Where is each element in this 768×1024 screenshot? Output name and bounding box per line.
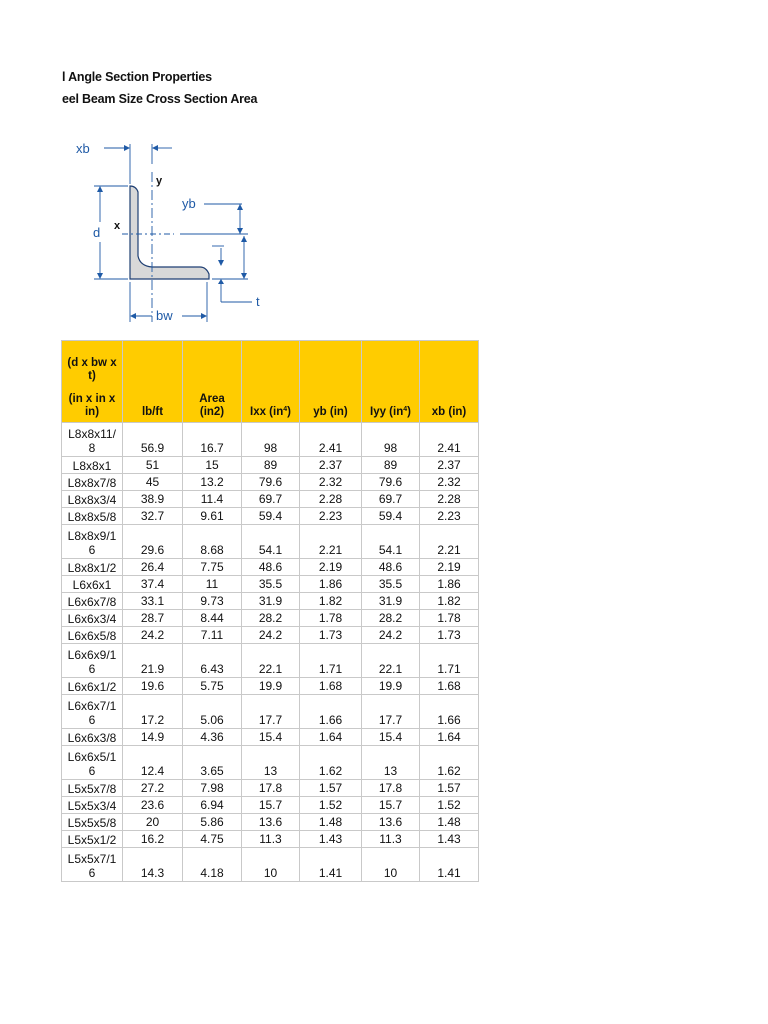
table-cell: 2.28 — [420, 491, 479, 508]
cell-designation: L8x8x1/2 — [62, 559, 123, 576]
cell-designation: L5x5x1/2 — [62, 831, 123, 848]
table-cell: 89 — [362, 457, 420, 474]
table-cell: 6.94 — [183, 797, 242, 814]
table-row — [62, 695, 479, 729]
table-cell: 15.7 — [242, 797, 300, 814]
table-cell: 37.4 — [123, 576, 183, 593]
table-cell: 19.6 — [123, 678, 183, 695]
table-cell: 1.82 — [300, 593, 362, 610]
table-cell: 22.1 — [242, 644, 300, 678]
page-title: l Angle Section Properties — [62, 70, 212, 84]
label-bw: bw — [156, 308, 173, 323]
table-cell: 1.71 — [300, 644, 362, 678]
table-cell: 24.2 — [362, 627, 420, 644]
angle-section-shape — [130, 186, 209, 279]
table-cell: 2.37 — [300, 457, 362, 474]
table-row — [62, 814, 479, 831]
table-cell: 12.4 — [123, 746, 183, 780]
table-cell: 7.98 — [183, 780, 242, 797]
table-row — [62, 576, 479, 593]
table-cell: 1.68 — [300, 678, 362, 695]
table-row — [62, 423, 479, 457]
cell-designation: L8x8x5/8 — [62, 508, 123, 525]
table-cell: 11.3 — [362, 831, 420, 848]
section-properties-table — [61, 340, 479, 882]
table-cell: 15 — [183, 457, 242, 474]
table-cell: 10 — [362, 848, 420, 882]
table-cell: 1.73 — [300, 627, 362, 644]
table-cell: 13.6 — [362, 814, 420, 831]
table-cell: 3.65 — [183, 746, 242, 780]
table-cell: 5.86 — [183, 814, 242, 831]
table-row — [62, 644, 479, 678]
label-yb: yb — [182, 196, 196, 211]
table-cell: 14.3 — [123, 848, 183, 882]
table-cell: 1.78 — [420, 610, 479, 627]
table-cell: 1.86 — [420, 576, 479, 593]
designation-text: L6x6x9/16 — [67, 648, 117, 676]
table-cell: 1.41 — [300, 848, 362, 882]
table-cell: 8.68 — [183, 525, 242, 559]
table-cell: 1.73 — [420, 627, 479, 644]
table-cell: 28.2 — [242, 610, 300, 627]
table-cell: 1.43 — [300, 831, 362, 848]
table-cell: 79.6 — [242, 474, 300, 491]
table-cell: 28.7 — [123, 610, 183, 627]
table-cell: 16.7 — [183, 423, 242, 457]
table-row — [62, 729, 479, 746]
label-y: y — [156, 175, 163, 187]
cell-designation: L8x8x7/8 — [62, 474, 123, 491]
table-cell: 59.4 — [242, 508, 300, 525]
table-cell: 17.8 — [362, 780, 420, 797]
cell-designation — [62, 423, 123, 457]
table-cell: 29.6 — [123, 525, 183, 559]
cell-designation — [62, 746, 123, 780]
table-cell: 17.2 — [123, 695, 183, 729]
table-cell: 2.28 — [300, 491, 362, 508]
table-cell: 7.11 — [183, 627, 242, 644]
table-cell: 98 — [242, 423, 300, 457]
table-cell: 1.62 — [420, 746, 479, 780]
table-cell: 2.19 — [300, 559, 362, 576]
table-cell: 24.2 — [123, 627, 183, 644]
cell-designation: L6x6x1/2 — [62, 678, 123, 695]
table-row — [62, 797, 479, 814]
header-yb: yb (in) — [300, 341, 362, 423]
table-cell: 2.41 — [420, 423, 479, 457]
table-cell: 1.64 — [300, 729, 362, 746]
table-cell: 48.6 — [362, 559, 420, 576]
header-iyy: Iyy $(in^4)$ — [362, 341, 420, 423]
table-cell: 51 — [123, 457, 183, 474]
cell-designation: L6x6x7/8 — [62, 593, 123, 610]
header-area: Area (in2) — [183, 341, 242, 423]
page-subtitle: eel Beam Size Cross Section Area — [62, 92, 258, 106]
table-cell: 17.8 — [242, 780, 300, 797]
table-row — [62, 593, 479, 610]
cell-designation — [62, 848, 123, 882]
table-cell: 5.75 — [183, 678, 242, 695]
table-cell: 4.36 — [183, 729, 242, 746]
cell-designation — [62, 525, 123, 559]
table-cell: 14.9 — [123, 729, 183, 746]
table-cell: 1.64 — [420, 729, 479, 746]
table-cell: 16.2 — [123, 831, 183, 848]
table-cell: 59.4 — [362, 508, 420, 525]
table-cell: 2.32 — [420, 474, 479, 491]
table-cell: 1.66 — [300, 695, 362, 729]
table-cell: 19.9 — [242, 678, 300, 695]
table-cell: 2.19 — [420, 559, 479, 576]
cell-designation — [62, 644, 123, 678]
table-header-row — [62, 341, 479, 423]
table-cell: 1.52 — [420, 797, 479, 814]
table-cell: 15.4 — [362, 729, 420, 746]
table-cell: 5.06 — [183, 695, 242, 729]
table-cell: 13.2 — [183, 474, 242, 491]
header-lbft: lb/ft — [123, 341, 183, 423]
table-cell: 1.57 — [300, 780, 362, 797]
table-cell: 1.48 — [420, 814, 479, 831]
table-cell: 2.21 — [420, 525, 479, 559]
table-cell: 35.5 — [362, 576, 420, 593]
table-cell: 1.71 — [420, 644, 479, 678]
table-cell: 32.7 — [123, 508, 183, 525]
table-row — [62, 848, 479, 882]
table-cell: 11.3 — [242, 831, 300, 848]
table-cell: 4.75 — [183, 831, 242, 848]
table-cell: 33.1 — [123, 593, 183, 610]
table-row — [62, 474, 479, 491]
label-xb: xb — [76, 141, 90, 156]
table-cell: 11 — [183, 576, 242, 593]
cell-designation — [62, 695, 123, 729]
table-cell: 26.4 — [123, 559, 183, 576]
table-cell: 1.86 — [300, 576, 362, 593]
table-cell: 9.61 — [183, 508, 242, 525]
table-cell: 69.7 — [362, 491, 420, 508]
table-cell: 17.7 — [242, 695, 300, 729]
table-cell: 38.9 — [123, 491, 183, 508]
table-cell: 2.37 — [420, 457, 479, 474]
cell-designation: L5x5x7/8 — [62, 780, 123, 797]
table-cell: 1.68 — [420, 678, 479, 695]
table-cell: 9.73 — [183, 593, 242, 610]
table-cell: 89 — [242, 457, 300, 474]
table-cell: 31.9 — [362, 593, 420, 610]
table-cell: 13 — [362, 746, 420, 780]
angle-section-diagram — [64, 136, 284, 326]
header-xb: xb (in) — [420, 341, 479, 423]
table-cell: 1.78 — [300, 610, 362, 627]
table-row — [62, 508, 479, 525]
label-t: t — [256, 294, 260, 309]
table-cell: 21.9 — [123, 644, 183, 678]
table-row — [62, 610, 479, 627]
label-d: d — [93, 225, 101, 240]
table-cell: 15.4 — [242, 729, 300, 746]
table-cell: 22.1 — [362, 644, 420, 678]
table-cell: 11.4 — [183, 491, 242, 508]
table-cell: 2.23 — [420, 508, 479, 525]
table-row — [62, 491, 479, 508]
table-cell: 1.52 — [300, 797, 362, 814]
table-cell: 1.41 — [420, 848, 479, 882]
table-row — [62, 780, 479, 797]
table-row — [62, 627, 479, 644]
table-cell: 1.82 — [420, 593, 479, 610]
cell-designation: L6x6x5/8 — [62, 627, 123, 644]
table-cell: 2.21 — [300, 525, 362, 559]
table-row — [62, 457, 479, 474]
table-cell: 1.66 — [420, 695, 479, 729]
table-cell: 10 — [242, 848, 300, 882]
table-row — [62, 678, 479, 695]
designation-text: L8x8x11/8 — [68, 427, 116, 455]
cell-designation: L8x8x1 — [62, 457, 123, 474]
designation-text: L6x6x5/16 — [67, 750, 117, 778]
table-cell: 2.23 — [300, 508, 362, 525]
table-row — [62, 746, 479, 780]
table-cell: 19.9 — [362, 678, 420, 695]
table-cell: 1.57 — [420, 780, 479, 797]
label-x: x — [114, 220, 121, 232]
table-cell: 45 — [123, 474, 183, 491]
cell-designation: L8x8x3/4 — [62, 491, 123, 508]
cell-designation: L5x5x5/8 — [62, 814, 123, 831]
table-cell: 54.1 — [242, 525, 300, 559]
table-cell: 13.6 — [242, 814, 300, 831]
cell-designation: L6x6x3/8 — [62, 729, 123, 746]
table-cell: 48.6 — [242, 559, 300, 576]
table-cell: 2.32 — [300, 474, 362, 491]
cell-designation: L6x6x1 — [62, 576, 123, 593]
table-cell: 69.7 — [242, 491, 300, 508]
table-cell: 8.44 — [183, 610, 242, 627]
table-cell: 56.9 — [123, 423, 183, 457]
table-cell: 79.6 — [362, 474, 420, 491]
table-cell: 20 — [123, 814, 183, 831]
table-cell: 15.7 — [362, 797, 420, 814]
table-cell: 1.43 — [420, 831, 479, 848]
designation-text: L8x8x9/16 — [67, 529, 117, 557]
table-cell: 23.6 — [123, 797, 183, 814]
table-row — [62, 559, 479, 576]
table-cell: 24.2 — [242, 627, 300, 644]
table-cell: 1.48 — [300, 814, 362, 831]
table-row — [62, 831, 479, 848]
table-cell: 2.41 — [300, 423, 362, 457]
table-cell: 27.2 — [123, 780, 183, 797]
cell-designation: L5x5x3/4 — [62, 797, 123, 814]
designation-text: L6x6x7/16 — [67, 699, 117, 727]
table-cell: 35.5 — [242, 576, 300, 593]
table-cell: 54.1 — [362, 525, 420, 559]
table-cell: 28.2 — [362, 610, 420, 627]
table-cell: 6.43 — [183, 644, 242, 678]
table-cell: 31.9 — [242, 593, 300, 610]
table-cell: 98 — [362, 423, 420, 457]
cell-designation: L6x6x3/4 — [62, 610, 123, 627]
table-cell: 17.7 — [362, 695, 420, 729]
table-cell: 13 — [242, 746, 300, 780]
table-cell: 4.18 — [183, 848, 242, 882]
table-cell: 1.62 — [300, 746, 362, 780]
table-row — [62, 525, 479, 559]
table-cell: 7.75 — [183, 559, 242, 576]
header-designation: (d x bw x t) (in x in x in) — [62, 341, 123, 423]
designation-text: L5x5x7/16 — [67, 852, 117, 880]
header-ixx: Ixx $(in^4)$ — [242, 341, 300, 423]
